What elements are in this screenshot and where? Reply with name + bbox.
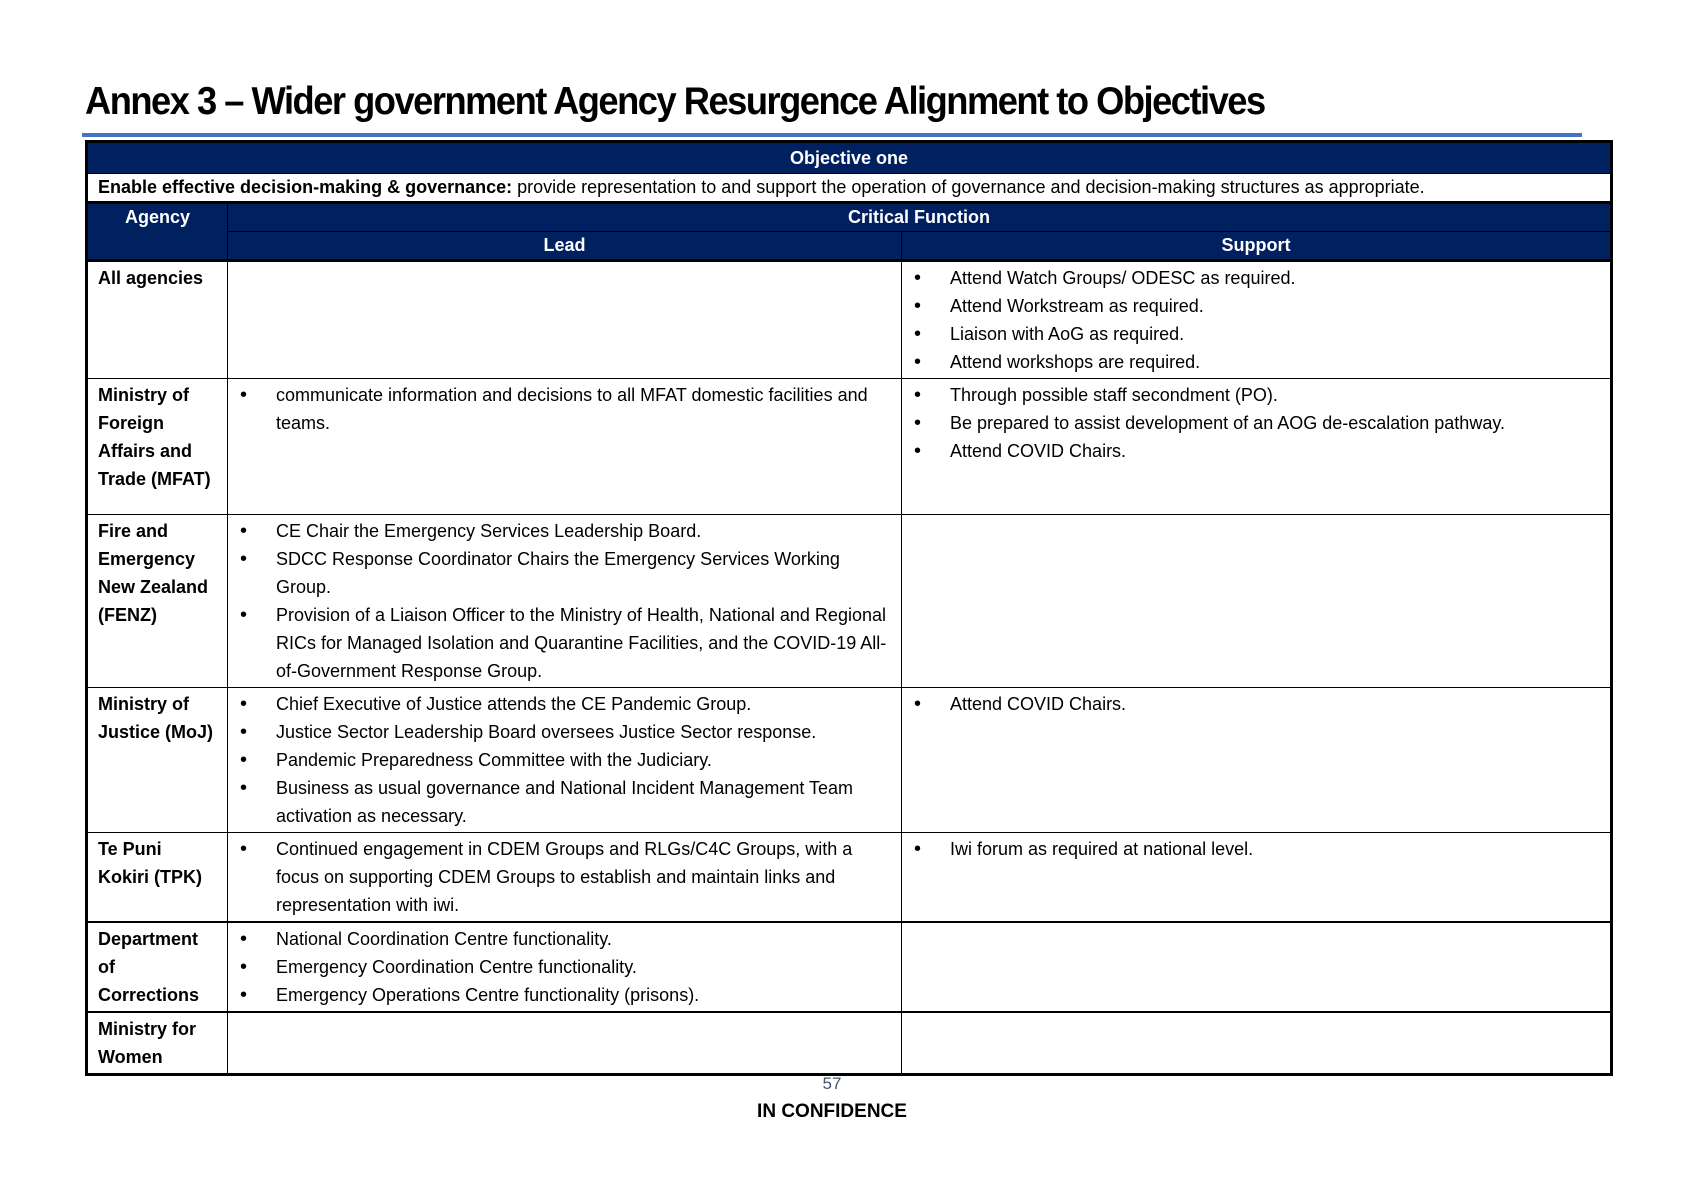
lead-list	[238, 925, 891, 1009]
list-item: • Attend Watch Groups/ ODESC as required.	[912, 264, 1600, 292]
support-cell	[902, 688, 1612, 833]
table-row	[87, 688, 1612, 833]
list-item: • Business as usual governance and National Incident Management Team activation as necessary.	[238, 774, 891, 830]
agency-cell: All agencies	[87, 261, 228, 379]
agency-cell: Ministry for Women	[87, 1012, 228, 1075]
classification-label: IN CONFIDENCE	[757, 1101, 907, 1122]
table-row	[87, 1012, 1612, 1075]
table-row	[87, 379, 1612, 515]
list-item: • Chief Executive of Justice attends the CE Pandemic Group.	[238, 690, 891, 718]
objective-header: Objective one	[87, 142, 1612, 174]
support-cell	[902, 379, 1612, 515]
table-row	[87, 922, 1612, 1012]
lead-list	[238, 835, 891, 919]
support-cell	[902, 1012, 1612, 1075]
title-underline	[82, 133, 1582, 137]
lead-cell	[228, 261, 902, 379]
lead-cell	[228, 379, 902, 515]
support-list	[912, 381, 1600, 465]
table-row	[87, 515, 1612, 688]
list-item: • CE Chair the Emergency Services Leadership Board.	[238, 517, 891, 545]
list-item: • Liaison with AoG as required.	[912, 320, 1600, 348]
objective-description	[87, 174, 1612, 203]
list-item: • Emergency Operations Centre functionality (prisons).	[238, 981, 891, 1009]
lead-list	[238, 517, 891, 685]
list-item: • Pandemic Preparedness Committee with the Judiciary.	[238, 746, 891, 774]
support-list	[912, 835, 1600, 863]
lead-cell	[228, 833, 902, 923]
list-item: • Emergency Coordination Centre functionality.	[238, 953, 891, 981]
list-item: • Attend COVID Chairs.	[912, 437, 1600, 465]
lead-cell	[228, 515, 902, 688]
support-list	[912, 264, 1600, 376]
list-item: • National Coordination Centre functionality.	[238, 925, 891, 953]
lead-list	[238, 381, 891, 437]
list-item: • Attend COVID Chairs.	[912, 690, 1600, 718]
agency-cell: Fire and Emergency New Zealand (FENZ)	[87, 515, 228, 688]
list-item: • Continued engagement in CDEM Groups and RLGs/C4C Groups, with a focus on supporting CDEM Groups to establish and maintain links and representation with iwi.	[238, 835, 891, 919]
lead-list	[238, 690, 891, 830]
agency-cell: Te Puni Kokiri (TPK)	[87, 833, 228, 923]
agency-cell: Ministry of Foreign Affairs and Trade (MFAT)	[87, 379, 228, 515]
list-item: • Provision of a Liaison Officer to the Ministry of Health, National and Regional RICs for Managed Isolation and Quarantine Facilities, and the COVID-19 All-of-Government Response Group.	[238, 601, 891, 685]
lead-cell	[228, 1012, 902, 1075]
page-number: 57	[822, 1074, 842, 1093]
support-cell	[902, 261, 1612, 379]
list-item: • Justice Sector Leadership Board oversees Justice Sector response.	[238, 718, 891, 746]
list-item: • Iwi forum as required at national level.	[912, 835, 1600, 863]
support-list	[912, 690, 1600, 718]
support-cell	[902, 922, 1612, 1012]
list-item: • Be prepared to assist development of an AOG de-escalation pathway.	[912, 409, 1600, 437]
table-row	[87, 833, 1612, 923]
list-item: • SDCC Response Coordinator Chairs the Emergency Services Working Group.	[238, 545, 891, 601]
lead-cell	[228, 688, 902, 833]
page-title: Annex 3 – Wider government Agency Resurgence Alignment to Objectives	[85, 80, 1265, 123]
agency-cell: Department of Corrections	[87, 922, 228, 1012]
objective-desc-bold: Enable effective decision-making & governance:	[98, 177, 513, 197]
agency-header: Agency	[87, 203, 228, 261]
support-header: Support	[902, 232, 1612, 261]
agency-cell: Ministry of Justice (MoJ)	[87, 688, 228, 833]
lead-header: Lead	[228, 232, 902, 261]
support-cell	[902, 515, 1612, 688]
list-item: • Attend Workstream as required.	[912, 292, 1600, 320]
objective-desc-text: provide representation to and support the operation of governance and decision-making structures as appropriate.	[512, 177, 1425, 197]
support-cell	[902, 833, 1612, 923]
critical-function-header: Critical Function	[228, 203, 1612, 232]
list-item: • Through possible staff secondment (PO).	[912, 381, 1600, 409]
lead-cell	[228, 922, 902, 1012]
table-row	[87, 261, 1612, 379]
list-item: • Attend workshops are required.	[912, 348, 1600, 376]
objectives-table	[85, 140, 1613, 1076]
list-item: • communicate information and decisions to all MFAT domestic facilities and teams.	[238, 381, 891, 437]
